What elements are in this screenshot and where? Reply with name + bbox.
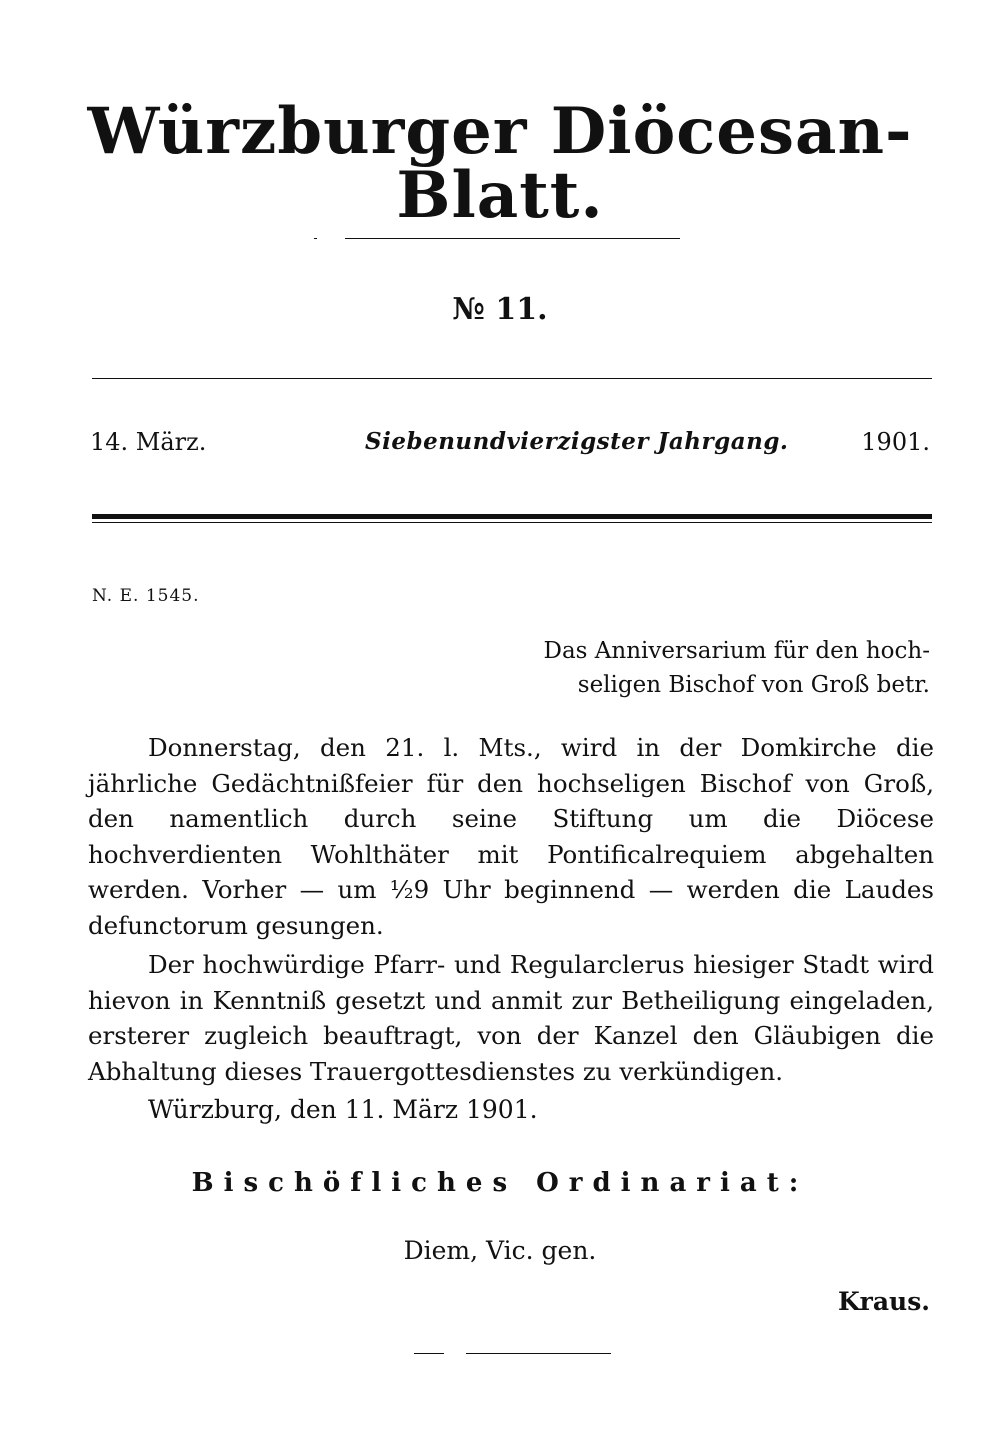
double-rule-thin [92, 522, 932, 523]
subject-line: Das Anniversarium für den hoch- [543, 638, 930, 664]
signature-vicar-general: Diem, Vic. gen. [403, 1236, 597, 1265]
paragraph: Donnerstag, den 21. l. Mts., wird in der Domkirche die jährliche Gedächtnißfeier für den hochseligen Bischof von Groß, den namentlich durch seine Stiftung um die Diöcese hochverdienten Wohlthäter mit Pontificalrequiem abgehalten werden. Vorher — um ½9 Uhr beginnend — werden die Laudes defunctorum gesungen. [88, 733, 934, 940]
signature-secretary: Kraus. [837, 1287, 930, 1316]
divider [92, 378, 932, 379]
divider [345, 238, 680, 239]
issue-date: 14. März. [90, 428, 207, 456]
place-date: Würzburg, den 11. März 1901. [148, 1095, 538, 1124]
paragraph: Der hochwürdige Pfarr- und Regularclerus hiesiger Stadt wird hievon in Kenntniß gesetzt und anmit zur Betheiligung eingeladen, ersterer zugleich beauftragt, von der Kanzel den Gläubigen die Abhaltung dieses Trauergottesdienstes zu verkündigen. [88, 950, 934, 1086]
divider [466, 1353, 611, 1354]
double-rule-thick [92, 514, 932, 519]
divider [314, 238, 317, 239]
issue-number: № 11. [452, 292, 548, 327]
subject-heading [530, 634, 930, 702]
subject-line: seligen Bischof von Groß betr. [577, 672, 930, 698]
volume-label: Siebenundvierzigster Jahrgang. [365, 428, 789, 455]
divider [414, 1353, 444, 1354]
dateline [90, 428, 930, 468]
issue-year: 1901. [861, 428, 930, 456]
announcement-body [88, 730, 934, 1089]
reference-number: N. E. 1545. [92, 586, 200, 606]
page-title: Würzburger Diöcesan-Blatt. [87, 94, 913, 233]
issuing-office: Bischöfliches Ordinariat: [191, 1168, 809, 1198]
